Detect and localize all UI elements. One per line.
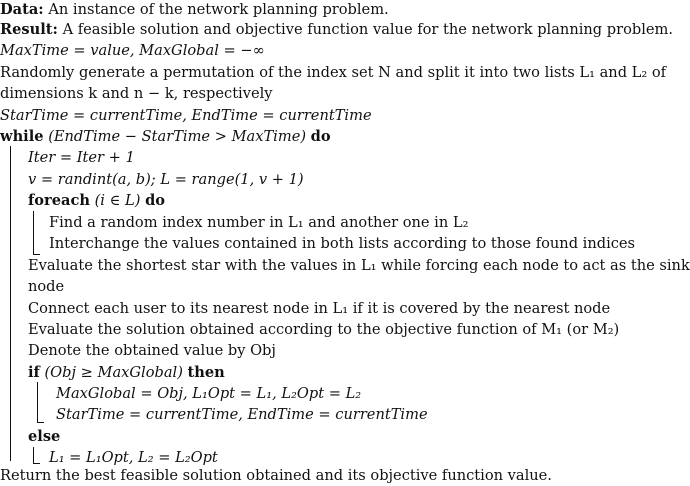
- foreach-do-keyword: do: [145, 192, 166, 209]
- return-line: Return the best feasible solution obtained and its objective function value.: [0, 467, 552, 484]
- times-init-line: StarTime = currentTime, EndTime = currentTime: [0, 107, 372, 124]
- data-line: [0, 0, 389, 20]
- foreach-condition: (i ∈ L): [94, 192, 141, 209]
- else-keyword: else: [28, 428, 61, 445]
- evaluate-star-line-1: Evaluate the shortest star with the values in L₁ while forcing each node to act as the sink: [28, 257, 690, 274]
- while-line: [0, 127, 331, 147]
- randint-line: v = randint(a, b); L = range(1, v + 1): [28, 171, 304, 188]
- evaluate-solution-line: Evaluate the solution obtained according to the objective function of M₁ (or M₂): [28, 321, 620, 338]
- init-line: MaxTime = value, MaxGlobal = −∞: [0, 42, 265, 59]
- times-update-line: StarTime = currentTime, EndTime = currentTime: [56, 406, 428, 423]
- connect-line: Connect each user to its nearest node in L₁ if it is covered by the nearest node: [28, 300, 611, 317]
- evaluate-star-line-2: node: [28, 278, 65, 295]
- interchange-line: Interchange the values contained in both lists according to those found indices: [49, 235, 636, 252]
- then-block-foot: [37, 406, 44, 423]
- foreach-keyword: foreach: [28, 192, 90, 209]
- iter-line: Iter = Iter + 1: [28, 149, 135, 166]
- foreach-line: [28, 191, 165, 211]
- result-line: [0, 20, 673, 40]
- foreach-block-bracket: [33, 211, 40, 255]
- else-assign-line: L₁ = L₁Opt, L₂ = L₂Opt: [49, 449, 218, 466]
- permutation-line-2: dimensions k and n − k, respectively: [0, 85, 273, 102]
- denote-line: Denote the obtained value by Obj: [28, 342, 276, 359]
- then-block-bar: [37, 382, 38, 408]
- else-block-bracket: [33, 447, 40, 464]
- permutation-line-1: Randomly generate a permutation of the index set N and split it into two lists L₁ and L₂ of: [0, 64, 667, 81]
- result-text: A feasible solution and objective function value for the network planning problem.: [62, 21, 673, 38]
- while-condition: (EndTime − StarTime > MaxTime): [48, 128, 307, 145]
- while-block-bracket: [10, 146, 11, 461]
- maxglobal-line: MaxGlobal = Obj, L₁Opt = L₁, L₂Opt = L₂: [56, 385, 362, 402]
- then-keyword: then: [187, 364, 225, 381]
- if-keyword: if: [28, 364, 40, 381]
- data-text: An instance of the network planning problem.: [48, 1, 389, 18]
- result-keyword: Result:: [0, 21, 58, 38]
- data-keyword: Data:: [0, 1, 44, 18]
- find-line: Find a random index number in L₁ and another one in L₂: [49, 214, 469, 231]
- do-keyword: do: [310, 128, 331, 145]
- while-keyword: while: [0, 128, 44, 145]
- if-line: [28, 363, 225, 383]
- if-condition: (Obj ≥ MaxGlobal): [44, 364, 183, 381]
